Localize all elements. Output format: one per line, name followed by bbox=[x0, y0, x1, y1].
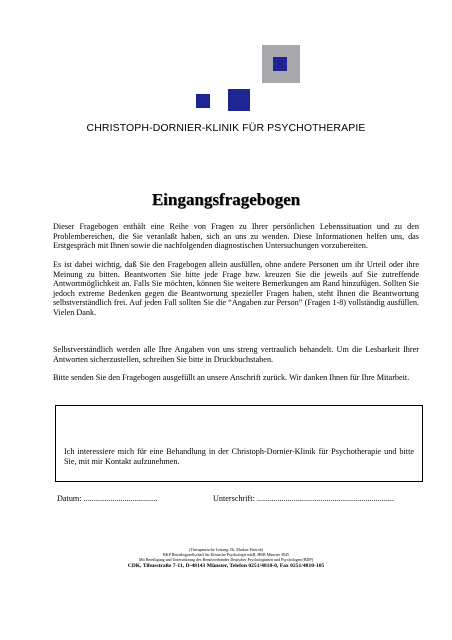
intro-paragraph: Dieser Fragebogen enthält eine Reihe von Fragen zu Ihrer persönlichen Lebenssituation und zu den Problembereichen, die Sie veranlaßt haben, sich an uns zu wenden. Diese Informationen helfen uns, das Erstgespräch mit Ihnen sowie die nachfolgenden diagnostischen Untersuchungen vorzubereiten. bbox=[53, 222, 419, 251]
logo-blue-square-large bbox=[228, 89, 250, 111]
page-title: Eingangsfragebogen bbox=[151, 190, 301, 209]
clinic-name: CHRISTOPH-DORNIER-KLINIK FÜR PSYCHOTHERAPIE bbox=[86, 122, 366, 134]
footer-line-1: (Therapeutische Leitung: Dr. Markus Paterok) bbox=[188, 547, 264, 552]
clinic-logo bbox=[0, 0, 452, 120]
return-paragraph: Bitte senden Sie den Fragebogen ausgefüllt an unsere Anschrift zurück. Wir danken Ihnen für Ihre Mitarbeit. bbox=[53, 373, 410, 382]
footer-address: CDK, Tibusstraße 7-11, D-48143 Münster, Telefon 0251/4810-0, Fax 0251/4810-105 bbox=[127, 563, 325, 569]
logo-blue-square-small-left bbox=[196, 94, 210, 108]
signature-field[interactable]: Unterschrift: ................................................................... bbox=[213, 494, 395, 503]
instructions-paragraph: Es ist dabei wichtig, daß Sie den Fragebogen allein ausfüllen, ohne andere Personen um ihr Urteil oder ihre Meinung zu bitten. Beantworten Sie bitte jede Frage bzw. kreuzen Sie die jeweils auf Sie zutreffende Antwortmöglichkeit an. Falls Sie möchten, können Sie weitere Bemerkungen am Rand hinzufügen. Sollten Sie jedoch extreme Bedenken gegen die Beantwortung spezieller Fragen haben, steht Ihnen die Beantwortung selbstverständlich frei. Auf jeden Fall sollten Sie die “Angaben zur Person” (Fragen 1-8) vollständig ausfüllen. Vielen Dank. bbox=[53, 260, 419, 317]
footer-line-2: BKP Betriebsgesellschaft für Klinische Psychologie mbH, HRB Münster 3845 bbox=[163, 552, 289, 557]
confidentiality-paragraph: Selbstverständlich werden alle Ihre Angaben von uns streng vertraulich behandelt. Um die Lesbarkeit Ihrer Antworten sicherzustellen, schreiben Sie bitte in Druckbuchstaben. bbox=[53, 345, 419, 364]
footer-line-3: Mit Beteiligung und Unterstützung des Berufsverbandes Deutscher Psychologinnen und Psychologen (BDP) bbox=[139, 557, 313, 562]
contact-request-box bbox=[55, 405, 423, 482]
logo-blue-square-small-top bbox=[273, 57, 287, 71]
contact-request-text: Ich interessiere mich für eine Behandlung in der Christoph-Dornier-Klinik für Psychotherapie und bitte Sie, mit mir Kontakt aufzunehmen. bbox=[64, 447, 414, 466]
date-field[interactable]: Datum: .................................... bbox=[57, 494, 158, 503]
